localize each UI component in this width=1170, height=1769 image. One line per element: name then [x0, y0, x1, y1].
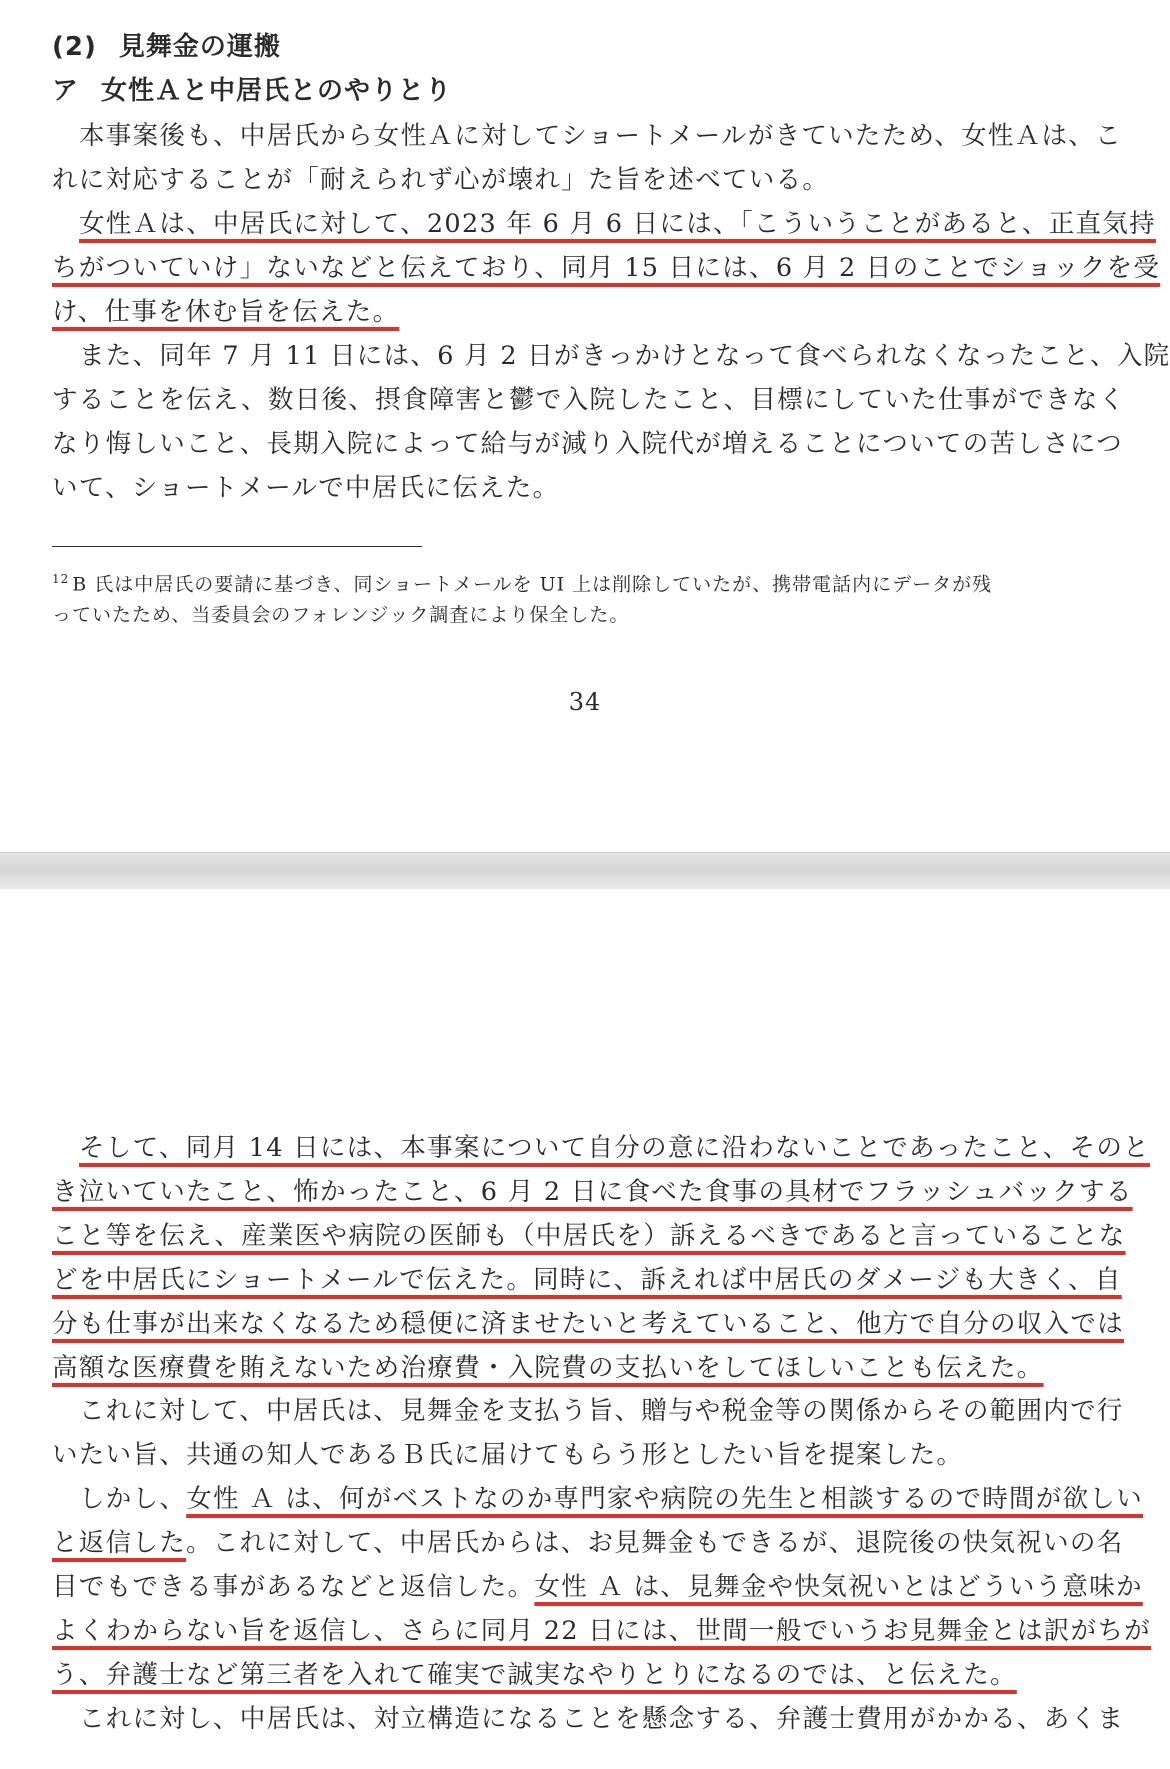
highlighted-text: 分も仕事が出来なくなるため穏便に済ませたいと考えていること、他方で自分の収入では: [52, 1309, 1125, 1339]
text-line: いて、ショートメールで中居氏に伝えた。: [52, 473, 560, 503]
section-heading: [52, 26, 281, 63]
text-line: いたい旨、共通の知人であるＢ氏に届けてもらう形としたい旨を提案した。: [52, 1440, 964, 1470]
highlighted-text: よくわからない旨を返信し、さらに同月 22 日には、世間一般でいうお見舞金とは訳がちが: [52, 1616, 1152, 1646]
text-line: これに対して、中居氏は、見舞金を支払う旨、贈与や税金等の関係からその範囲内で行: [79, 1396, 1124, 1426]
highlighted-text: 女性 Ａ は、見舞金や快気祝いとはどういう意味か: [534, 1572, 1143, 1602]
paragraph-july-messages: [52, 334, 1170, 510]
highlighted-text: け、仕事を休む旨を伝えた。: [52, 297, 400, 327]
text-line: また、同年 7 月 11 日には、6 月 2 日がきっかけとなって食べられなくなったこと、入院: [79, 341, 1170, 371]
section-number: (2): [52, 32, 97, 62]
highlighted-text: 高額な医療費を賄えないため治療費・入院費の支払いをしてほしいことも伝えた。: [52, 1353, 1044, 1383]
paragraph-reply: [52, 1477, 1152, 1697]
report-page-34: [0, 0, 1170, 852]
section-title: 見舞金の運搬: [118, 32, 281, 62]
paragraph-proposal: [52, 1389, 1147, 1477]
page-number: 34: [568, 688, 602, 716]
paragraph-concern: [52, 1697, 1147, 1741]
highlighted-text: そして、同月 14 日には、本事案について自分の意に沿わないことであったこと、そのと: [79, 1133, 1150, 1163]
highlighted-text: 女性 Ａ は、何がベストなのか専門家や病院の先生と相談するので時間が欲しい: [186, 1484, 1144, 1514]
footnote: [52, 561, 1147, 633]
text-line: れに対応することが「耐えられず心が壊れ」た旨を述べている。: [52, 165, 830, 195]
highlighted-text: と返信した: [52, 1528, 187, 1558]
highlighted-text: こと等を伝え、産業医や病院の医師も（中居氏を）訴えるべきであると言っていることな: [52, 1221, 1126, 1251]
highlighted-text: 女性Ａは、中居氏に対して、2023 年 6 月 6 日には、「こういうことがあると、正直気持: [79, 209, 1156, 239]
sub-heading-title: 女性Ａと中居氏とのやりとり: [101, 76, 453, 106]
footnote-text: B 氏は中居氏の要請に基づき、同ショートメールを UI 上は削除していたが、携帯電話内にデータが残: [72, 573, 993, 596]
highlighted-text: う、弁護士など第三者を入れて確実で誠実なやりとりになるのでは、と伝えた。: [52, 1660, 1017, 1690]
text-segment: 目でもできる事があるなどと返信した。: [52, 1572, 535, 1602]
highlighted-text: き泣いていたこと、怖かったこと、6 月 2 日に食べた食事の具材でフラッシュバックする: [52, 1177, 1133, 1207]
paragraph-short-mail: [52, 114, 1147, 202]
text-line: なり悔しいこと、長期入院によって給与が減り入院代が増えることについての苦しさにつ: [52, 429, 1123, 459]
sub-heading-marker: ア: [52, 76, 80, 106]
highlighted-text: ちがついていけ」ないなどと伝えており、同月 15 日には、6 月 2 日のことでショックを受: [52, 253, 1161, 283]
text-segment: しかし、: [79, 1484, 187, 1514]
text-line: これに対し、中居氏は、対立構造になることを懸念する、弁護士費用がかかる、あくま: [79, 1704, 1125, 1734]
highlighted-text: どを中居氏にショートメールで伝えた。同時に、訴えれば中居氏のダメージも大きく、自: [52, 1265, 1122, 1295]
page-separator: [0, 852, 1170, 891]
footnote-number: 12: [52, 572, 70, 586]
text-line: 本事案後も、中居氏から女性Ａに対してショートメールがきていたため、女性Ａは、こ: [79, 121, 1122, 151]
paragraph-flashback-messages: [52, 1126, 1150, 1390]
text-segment: 。これに対して、中居氏からは、お見舞金もできるが、退院後の快気祝いの名: [186, 1528, 1124, 1558]
text-line: することを伝え、数日後、摂食障害と鬱で入院したこと、目標にしていた仕事ができなく: [52, 385, 1126, 415]
report-page-35: [0, 889, 1170, 1769]
paragraph-june-messages: [52, 202, 1161, 334]
footnote-text: っていたため、当委員会のフォレンジック調査により保全した。: [52, 604, 630, 626]
footnote-divider: [52, 546, 422, 547]
sub-heading: [52, 70, 452, 107]
